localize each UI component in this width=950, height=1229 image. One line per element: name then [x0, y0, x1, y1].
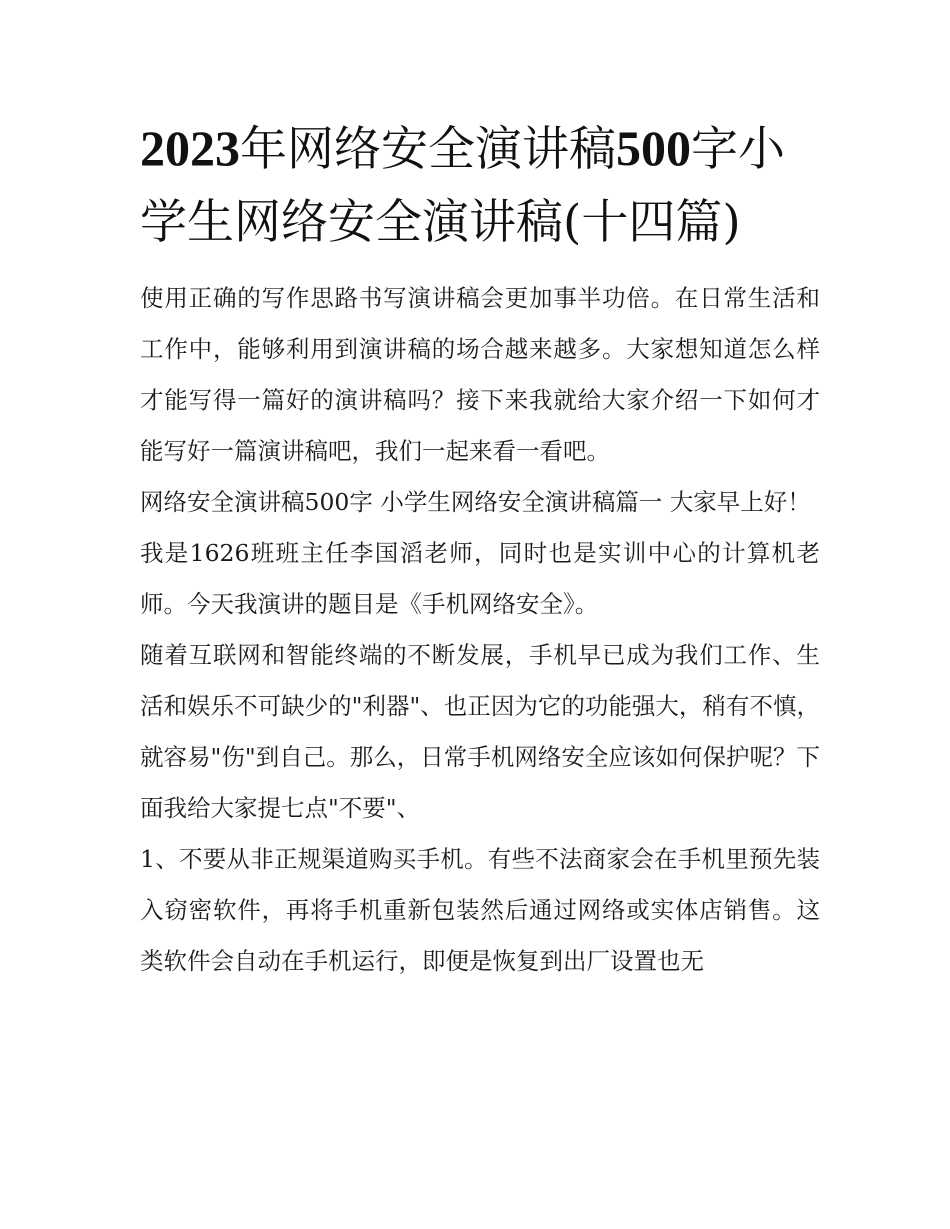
- paragraph-section-heading: 网络安全演讲稿500字 小学生网络安全演讲稿篇一 大家早上好！: [140, 488, 811, 516]
- paragraph-point-1: 1、不要从非正规渠道购买手机。有些不法商家会在手机里预先装入窃密软件，再将手机重新包装然后通过网络或实体店销售。这类软件会自动在手机运行，即便是恢复到出厂设置也无: [140, 845, 820, 975]
- paragraph-speaker-intro: 我是1626班班主任李国滔老师，同时也是实训中心的计算机老师。今天我演讲的题目是《手机网络安全》。: [140, 539, 820, 618]
- document-title: [140, 112, 820, 259]
- document-body: [140, 112, 820, 987]
- title-segment: 年网络安全演讲稿: [240, 122, 616, 177]
- paragraph-background: 随着互联网和智能终端的不断发展，手机早已成为我们工作、生活和娱乐不可缺少的"利器"、也正因为它的功能强大，稍有不慎，就容易"伤"到自己。那么，日常手机网络安全应该如何保护呢？下面我给大家提七点"不要"、: [140, 641, 820, 822]
- paragraph-list: [140, 273, 820, 987]
- title-segment-rest: 字小学生网络安全演讲稿(十四篇): [140, 122, 785, 250]
- paragraph-intro: 使用正确的写作思路书写演讲稿会更加事半功倍。在日常生活和工作中，能够利用到演讲稿的场合越来越多。大家想知道怎么样才能写得一篇好的演讲稿吗？接下来我就给大家介绍一下如何才能写好一篇演讲稿吧，我们一起来看一看吧。: [140, 284, 820, 465]
- title-year: 2023: [140, 120, 240, 176]
- title-word-count: 500: [616, 120, 691, 176]
